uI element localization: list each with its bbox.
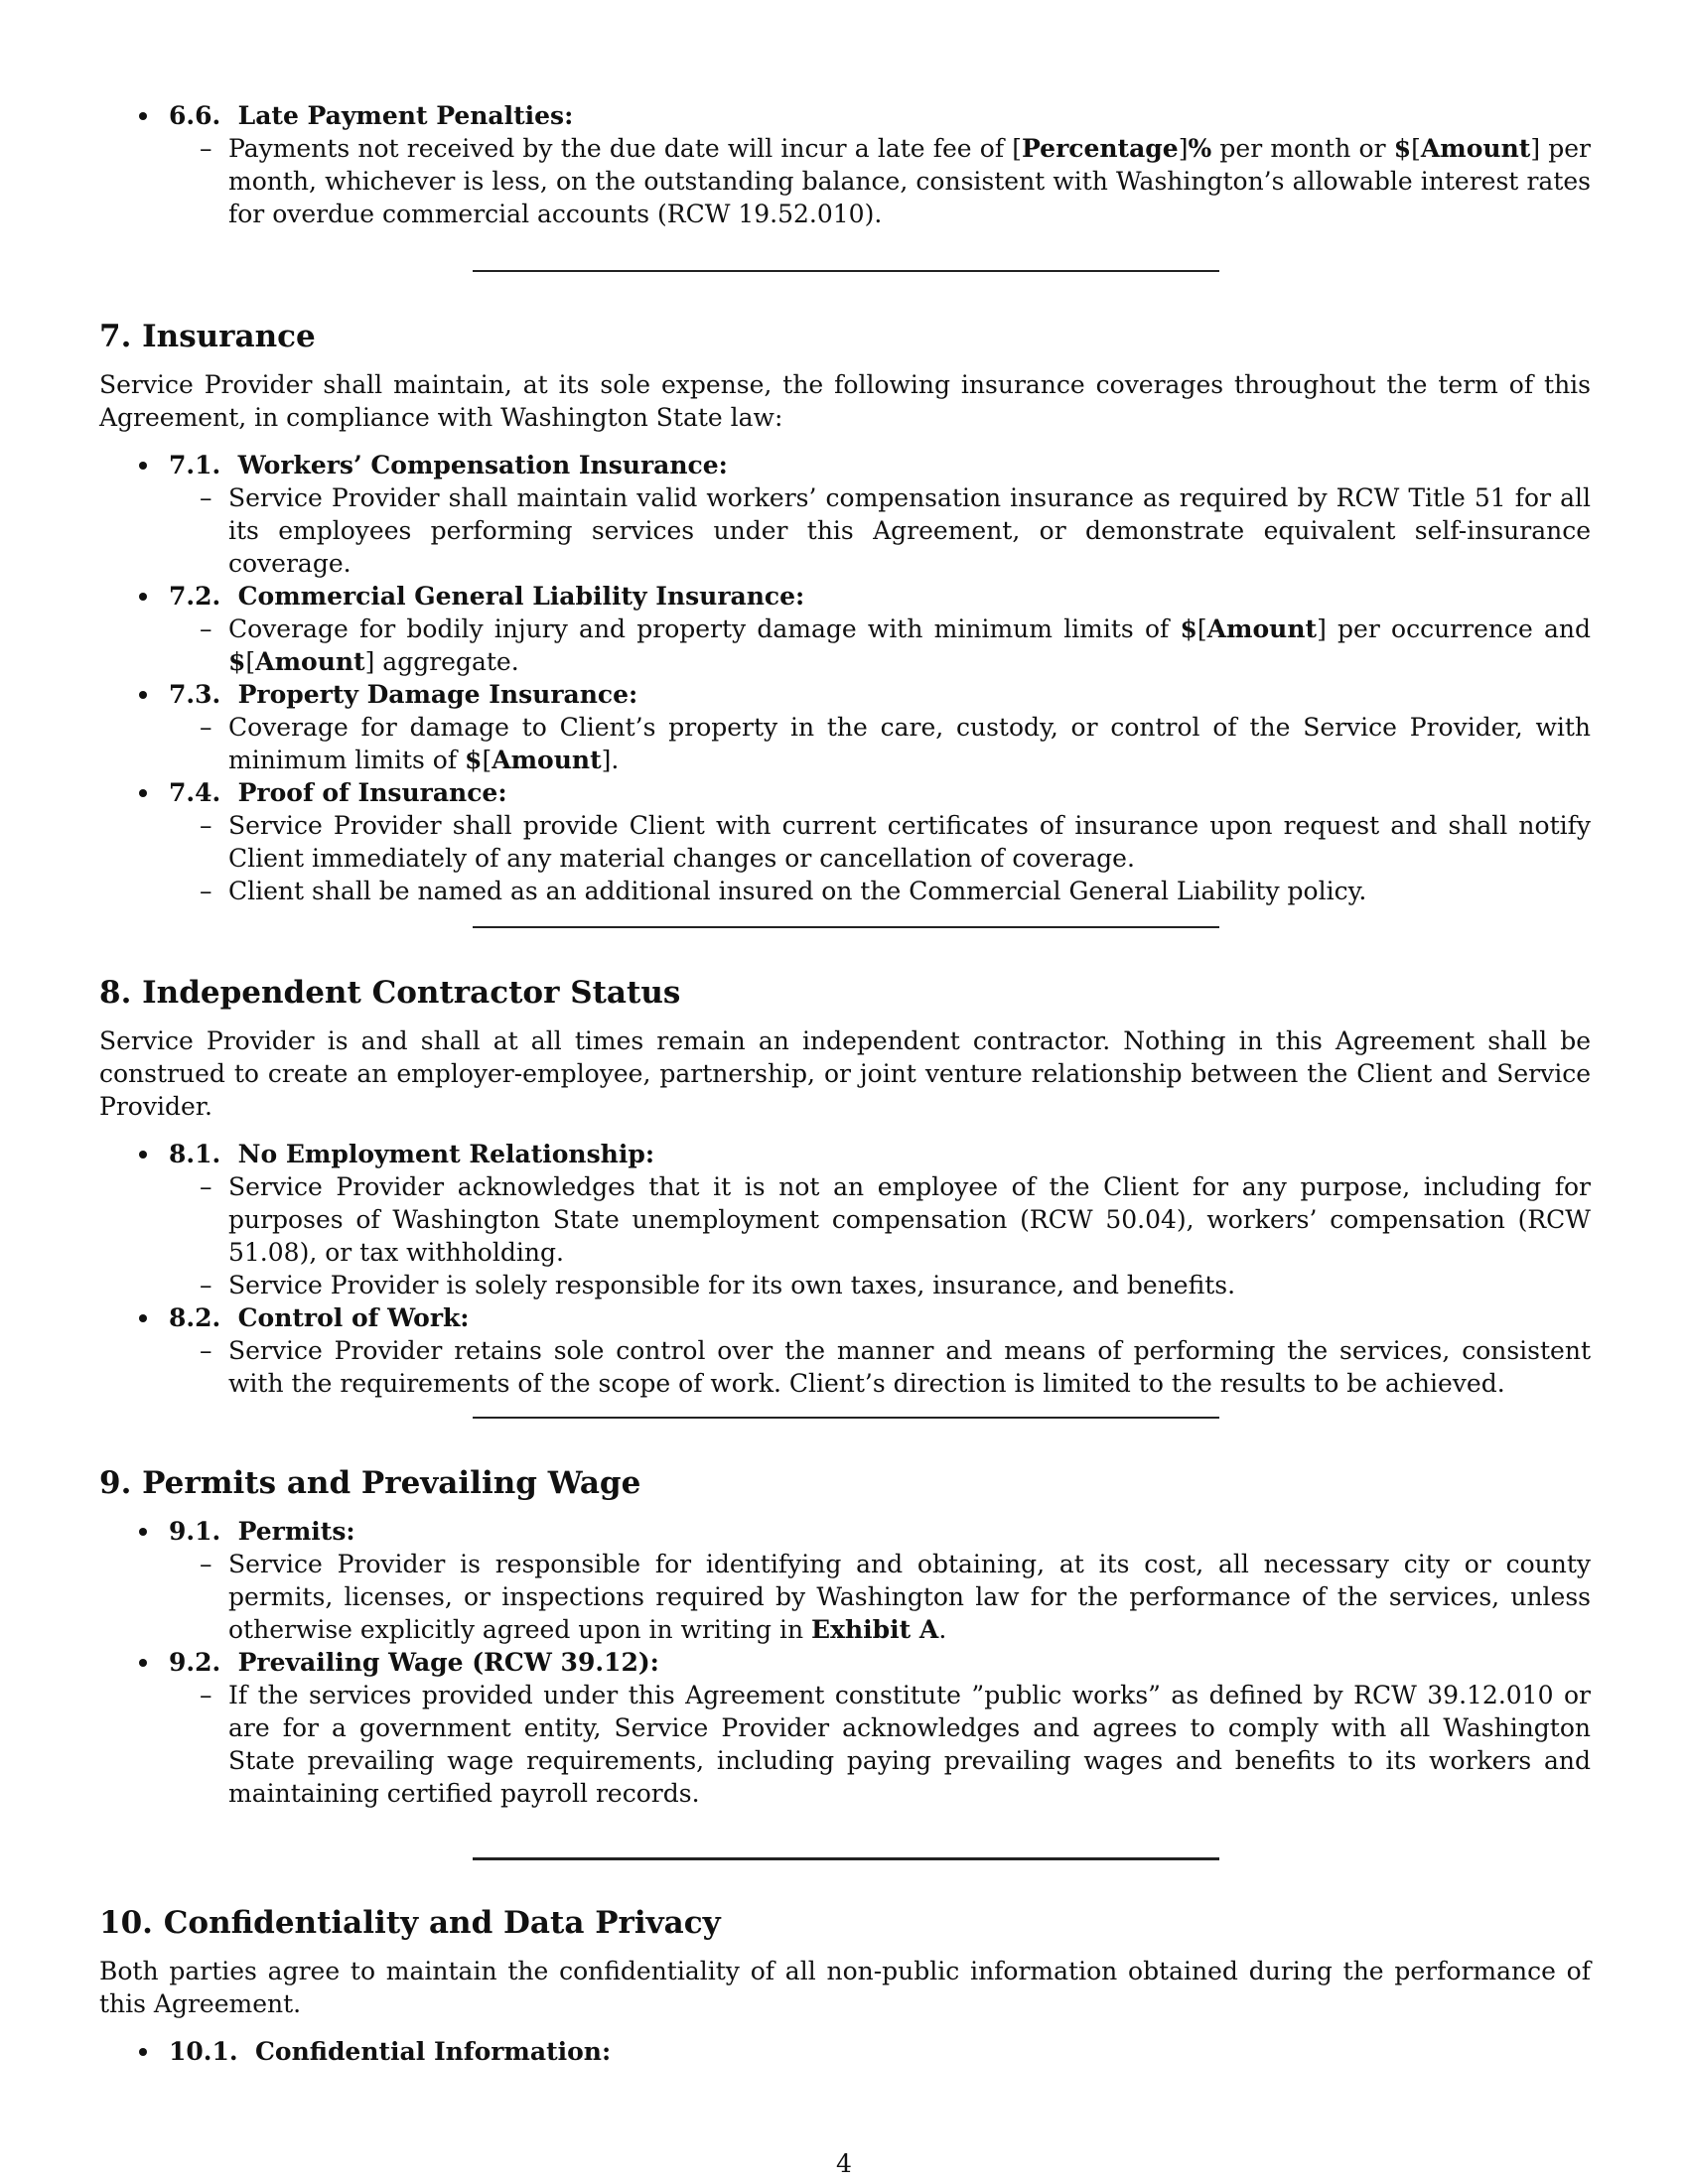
list-item-10-1 bbox=[99, 2035, 1591, 2068]
list-item-8-2 bbox=[99, 1301, 1591, 1334]
dash-marker: – bbox=[200, 134, 212, 163]
dash-marker: – bbox=[200, 1271, 212, 1299]
dash-marker: – bbox=[200, 1172, 212, 1201]
section-list bbox=[99, 1138, 1591, 1400]
bullet-icon bbox=[139, 1151, 147, 1159]
item-title: 7.1. Workers’ Compensation Insurance: bbox=[169, 451, 728, 479]
bullet-icon bbox=[139, 112, 147, 120]
sub-item: – Service Provider is responsible for identifying and obtaining, at its cost, all necessary city or county permits, licenses, or inspections required by Washington law for the performance of the services, unless otherwise explicitly agreed upon in writing in Exhibit A. bbox=[200, 1550, 1591, 1644]
list-item-7-1 bbox=[99, 449, 1591, 481]
sub-item: – Coverage for damage to Client’s property in the care, custody, or control of the Service Provider, with minimum limits of $[Amount]. bbox=[200, 713, 1591, 774]
section-intro: Service Provider is and shall at all times remain an independent contractor. Nothing in this Agreement shall be construed to create an employer-employee, partnership, or joint venture relationship between the Client and Service Provider. bbox=[99, 1026, 1591, 1121]
page-number: 4 bbox=[836, 2149, 852, 2178]
section-list bbox=[99, 2035, 1591, 2068]
section-9 bbox=[99, 1463, 1591, 1810]
bullet-icon bbox=[139, 1314, 147, 1322]
section-heading: 9. Permits and Prevailing Wage bbox=[99, 1465, 641, 1501]
item-title: 7.2. Commercial General Liability Insurance: bbox=[169, 582, 805, 611]
section-intro: Both parties agree to maintain the confidentiality of all non-public information obtained during the performance of this Agreement. bbox=[99, 1957, 1591, 2018]
bullet-icon bbox=[139, 593, 147, 601]
dash-marker: – bbox=[200, 483, 212, 512]
dash-marker: – bbox=[200, 811, 212, 840]
item-title: 8.2. Control of Work: bbox=[169, 1303, 470, 1332]
bullet-icon bbox=[139, 2048, 147, 2056]
sub-item: – Client shall be named as an additional insured on the Commercial General Liability policy. bbox=[200, 877, 1367, 905]
list-item-6-6 bbox=[99, 99, 1591, 132]
item-title: 7.3. Property Damage Insurance: bbox=[169, 680, 638, 709]
item-title: 6.6. Late Payment Penalties: bbox=[169, 101, 574, 130]
sub-item: – If the services provided under this Agreement constitute ”public works” as defined by RCW 39.12.010 or are for a government entity, Service Provider acknowledges and agrees to comply with all Washington State prevailing wage requirements, including paying prevailing wages and benefits to its workers and maintaining certified payroll records. bbox=[200, 1681, 1591, 1808]
list-item-9-2 bbox=[99, 1646, 1591, 1679]
bullet-icon bbox=[139, 1659, 147, 1667]
sub-item: – Service Provider shall maintain valid workers’ compensation insurance as required by RCW Title 51 for all its employees performing services under this Agreement, or demonstrate equivalent self-insurance coverage. bbox=[200, 483, 1591, 578]
section-7 bbox=[99, 317, 1591, 907]
section-heading: 10. Confidentiality and Data Privacy bbox=[99, 1905, 721, 1941]
list-item-8-1 bbox=[99, 1138, 1591, 1170]
sub-item: – Service Provider shall provide Client with current certificates of insurance upon request and shall notify Client immediately of any material changes or cancellation of coverage. bbox=[200, 811, 1591, 873]
dash-marker: – bbox=[200, 713, 212, 742]
section-list bbox=[99, 449, 1591, 907]
item-title: 10.1. Confidential Information: bbox=[169, 2037, 612, 2066]
sub-item: – Service Provider retains sole control over the manner and means of performing the services, consistent with the requirements of the scope of work. Client’s direction is limited to the results to be achieved. bbox=[200, 1336, 1591, 1398]
item-title: 7.4. Proof of Insurance: bbox=[169, 778, 507, 807]
section-heading: 7. Insurance bbox=[99, 319, 316, 354]
bullet-icon bbox=[139, 1528, 147, 1536]
list-item-7-4 bbox=[99, 776, 1591, 809]
sub-item: – Service Provider acknowledges that it is not an employee of the Client for any purpose, including for purposes of Washington State unemployment compensation (RCW 50.04), workers’ compensation (RCW 51.08), or tax withholding. bbox=[200, 1172, 1591, 1267]
dash-marker: – bbox=[200, 877, 212, 905]
item-title: 9.2. Prevailing Wage (RCW 39.12): bbox=[169, 1648, 659, 1677]
list-item-7-3 bbox=[99, 678, 1591, 711]
section-8 bbox=[99, 973, 1591, 1400]
bullet-icon bbox=[139, 691, 147, 699]
sub-item: – Service Provider is solely responsible for its own taxes, insurance, and benefits. bbox=[200, 1271, 1236, 1299]
section-divider bbox=[473, 270, 1219, 272]
section-intro: Service Provider shall maintain, at its sole expense, the following insurance coverages throughout the term of this Agreement, in compliance with Washington State law: bbox=[99, 370, 1591, 432]
list-item-7-2 bbox=[99, 580, 1591, 613]
item-title: 9.1. Permits: bbox=[169, 1517, 355, 1546]
sub-item: – Coverage for bodily injury and property damage with minimum limits of $[Amount] per occurrence and $[Amount] aggregate. bbox=[200, 614, 1591, 676]
section-divider bbox=[473, 926, 1219, 928]
bullet-icon bbox=[139, 462, 147, 470]
item-title: 8.1. No Employment Relationship: bbox=[169, 1140, 655, 1168]
dash-marker: – bbox=[200, 614, 212, 643]
section-6-continued bbox=[99, 99, 1591, 230]
section-list bbox=[99, 1515, 1591, 1810]
sub-item: – Payments not received by the due date will incur a late fee of [Percentage]% per month or $[Amount] per month, whichever is less, on the outstanding balance, consistent with Washington’s allowable interest rates for overdue commercial accounts (RCW 19.52.010). bbox=[200, 134, 1591, 228]
dash-marker: – bbox=[200, 1681, 212, 1709]
bullet-icon bbox=[139, 789, 147, 797]
section-10 bbox=[99, 1903, 1591, 2068]
dash-marker: – bbox=[200, 1550, 212, 1578]
section-heading: 8. Independent Contractor Status bbox=[99, 975, 681, 1011]
dash-marker: – bbox=[200, 1336, 212, 1365]
section-divider bbox=[473, 1417, 1219, 1419]
section-divider bbox=[473, 1857, 1219, 1860]
list-item-9-1 bbox=[99, 1515, 1591, 1548]
